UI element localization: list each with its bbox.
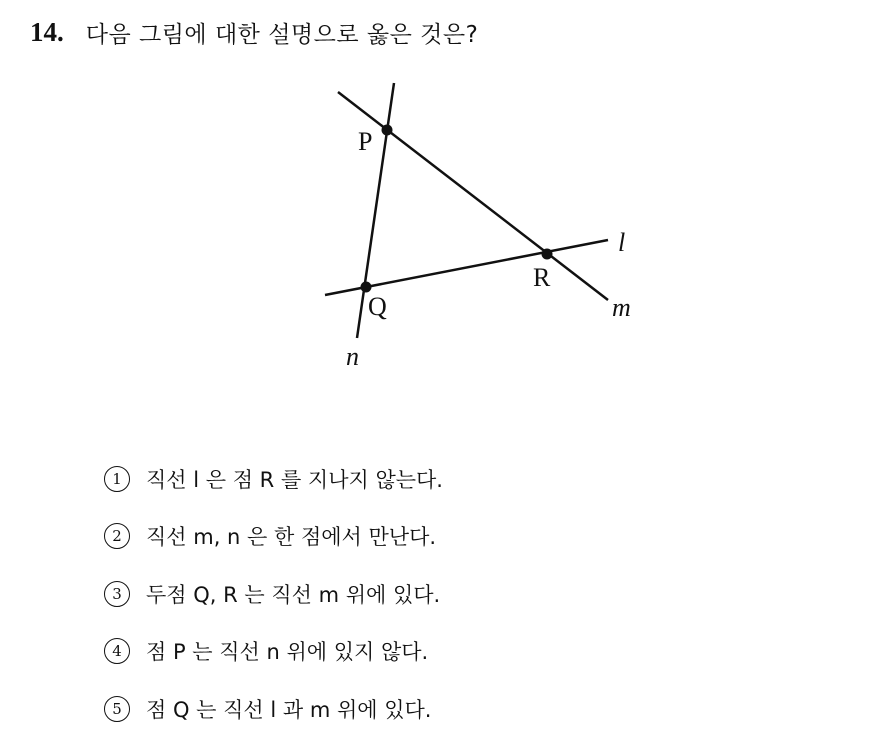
label-point-Q: Q [368, 292, 387, 321]
choice-text: 점 P 는 직선 n 위에 있지 않다. [146, 640, 429, 665]
label-point-P: P [358, 127, 373, 156]
choice-marker: 5 [104, 696, 130, 722]
point-P [382, 125, 393, 136]
choice-text: 직선 m, n 은 한 점에서 만난다. [146, 525, 437, 550]
choice-1[interactable] [104, 450, 443, 508]
choice-5[interactable] [104, 680, 443, 738]
label-line-m: m [612, 293, 631, 322]
point-R [542, 249, 553, 260]
answer-choices [104, 450, 443, 738]
label-point-R: R [533, 263, 551, 292]
choice-marker: 1 [104, 466, 130, 492]
choice-text: 직선 l 은 점 R 를 지나지 않는다. [146, 467, 443, 492]
choice-marker: 4 [104, 638, 130, 664]
choice-marker: 3 [104, 581, 130, 607]
choice-2[interactable] [104, 508, 443, 566]
choice-3[interactable] [104, 565, 443, 623]
question-number: 14. [30, 16, 64, 47]
label-line-l: l [618, 228, 626, 257]
choice-text: 점 Q 는 직선 l 과 m 위에 있다. [146, 697, 432, 722]
choice-text: 두점 Q, R 는 직선 m 위에 있다. [146, 582, 441, 607]
question-text: 다음 그림에 대한 설명으로 옳은 것은? [85, 21, 479, 48]
choice-marker: 2 [104, 523, 130, 549]
point-Q [361, 282, 372, 293]
choice-4[interactable] [104, 623, 443, 681]
label-line-n: n [346, 342, 359, 371]
